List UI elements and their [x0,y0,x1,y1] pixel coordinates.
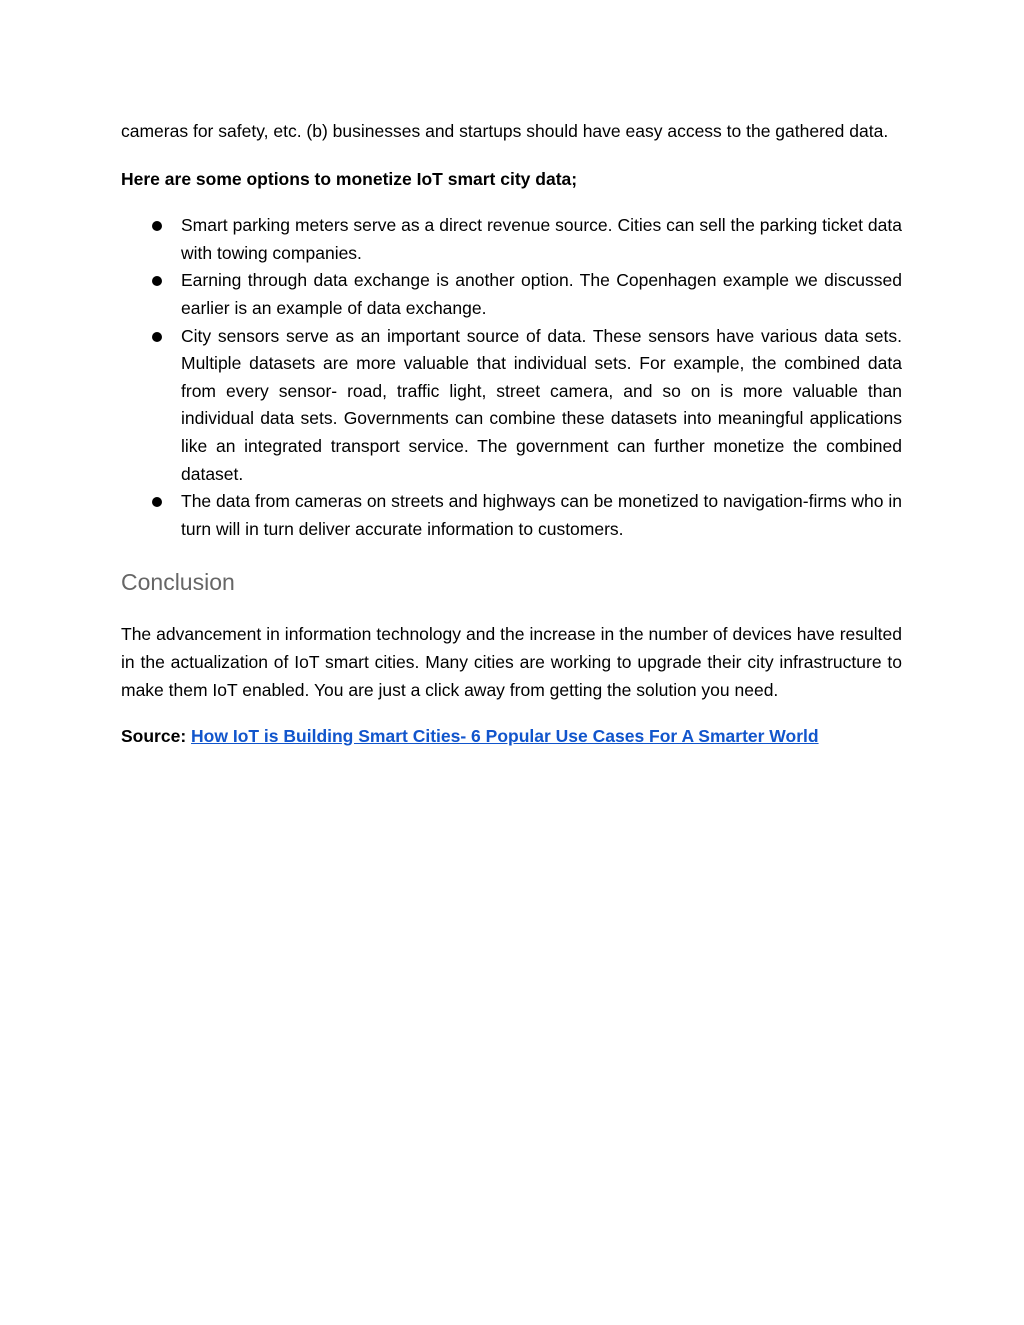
document-page [121,118,902,751]
intro-paragraph: cameras for safety, etc. (b) businesses and startups should have easy access to the gathered data. [121,121,889,141]
bullet-icon [152,497,162,507]
source-link[interactable]: How IoT is Building Smart Cities- 6 Popular Use Cases For A Smarter World [191,726,819,747]
bullet-icon [152,276,162,286]
list-item [121,267,902,322]
bullet-icon [152,221,162,231]
list-item [121,323,902,489]
list-item-text: City sensors serve as an important source of data. These sensors have various data sets. Multiple datasets are more valuable that individual sets. For example, the combined data from every sensor- road, traffic light, street camera, and so on is more valuable than individual data sets. Governments can combine these datasets into meaningful applications like an integrated transport service. The government can further monetize the combined dataset. [181,325,902,484]
source-label: Source: [121,726,187,747]
list-item-text: Smart parking meters serve as a direct revenue source. Cities can sell the parking ticket data with towing companies. [181,215,902,263]
conclusion-title: Conclusion [121,569,235,596]
options-heading: Here are some options to monetize IoT smart city data; [121,168,578,189]
bullet-icon [152,332,162,342]
conclusion-paragraph: The advancement in information technology and the increase in the number of devices have resulted in the actualization of IoT smart cities. Many cities are working to upgrade their city infrastructure to make them IoT enabled. You are just a click away from getting the solution you need. [121,624,902,700]
list-item-text: The data from cameras on streets and highways can be monetized to navigation-firms who in turn will in turn deliver accurate information to customers. [181,491,902,539]
source-line [121,723,902,751]
list-item [121,212,902,267]
list-item-text: Earning through data exchange is another option. The Copenhagen example we discussed earlier is an example of data exchange. [181,270,902,318]
list-item [121,488,902,543]
options-list [121,212,902,543]
